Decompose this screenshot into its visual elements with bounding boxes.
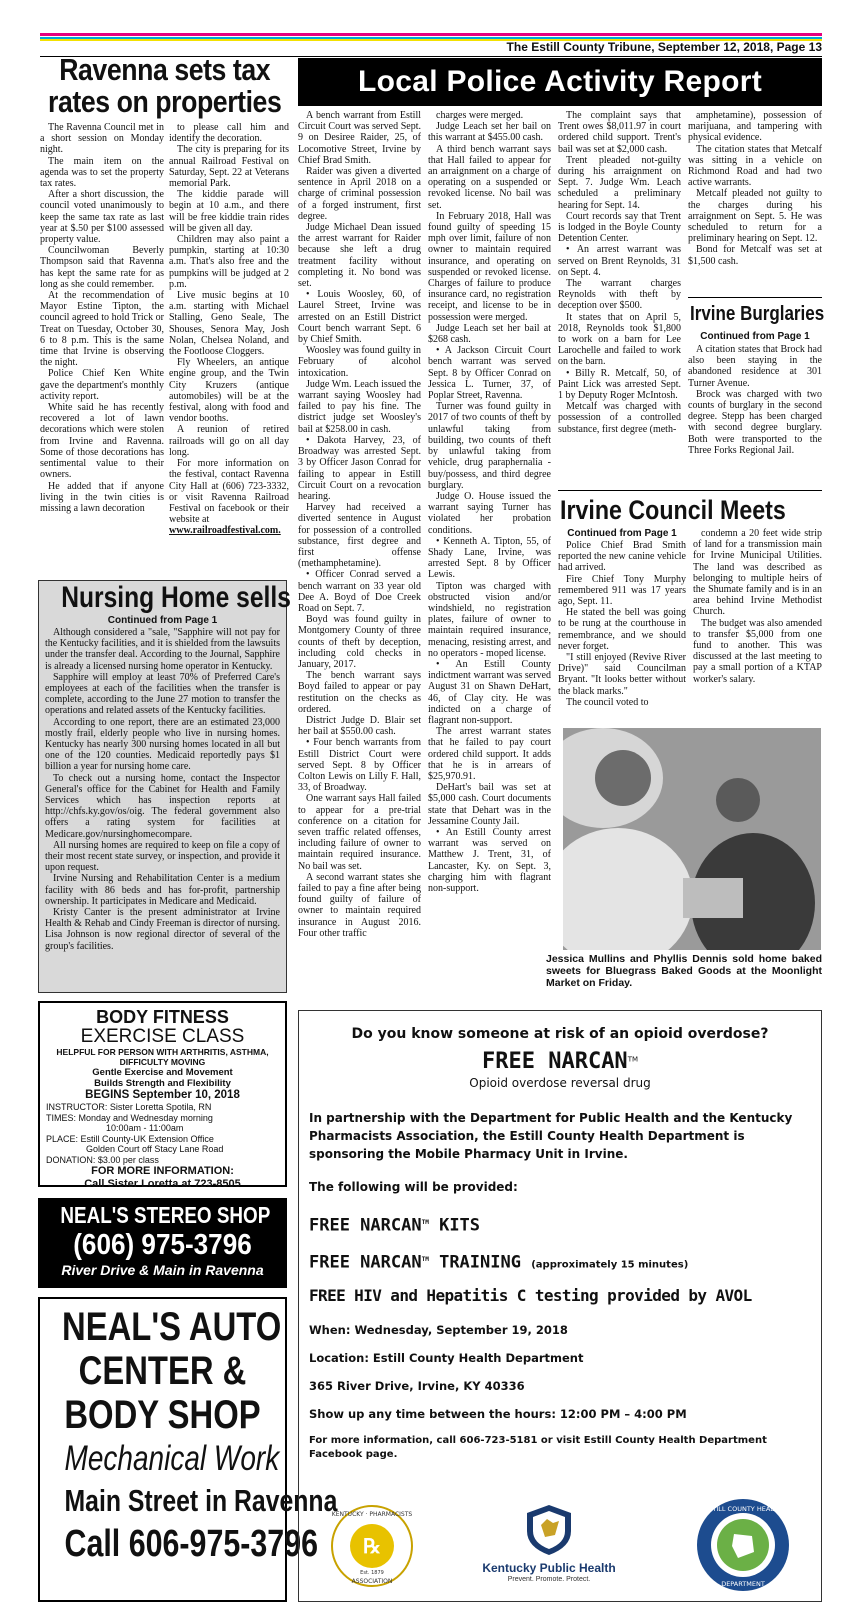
ravenna-website: www.railroadfestival.com.: [169, 525, 281, 537]
auto-line-5: Main Street in Ravenna: [64, 1483, 338, 1518]
nursing-para-1: Sapphire will employ at least 70% of Preferred Care's employees at each of the facilities when the transfer is complete, according to the June 27 motion to transfer the operations and related assets of the Kentucky facilities.: [45, 671, 280, 717]
item-training-b: TRAINING: [439, 1252, 521, 1273]
kentucky-public-health-logo: [469, 1501, 629, 1591]
police-report-banner: Local Police Activity Report: [298, 58, 822, 106]
stereo-address: River Drive & Main in Ravenna: [61, 1262, 264, 1278]
burglaries-continued: Continued from Page 1: [700, 331, 810, 342]
item-training-a: FREE NARCAN: [309, 1252, 422, 1273]
ravenna-para-2: After a short discussion, the council voted unanimously to keep the same tax rate as last year at $.50 per $100 assessed property value.: [40, 189, 164, 246]
nursing-para-2: According to one report, there are an estimated 23,000 mostly frail, elderly people who live in nursing homes. Kentucky has nearly 300 nursing homes located in all but one of the 120 counties. Medicaid reportedly pays $1 billion a year for nursing home care.: [45, 716, 280, 773]
police-col-3: [558, 110, 681, 493]
auto-line-4: Mechanical Work: [64, 1439, 280, 1478]
council-col-1: [558, 540, 686, 724]
neals-stereo-ad: [38, 1198, 287, 1288]
police-para-a-10: The bench warrant says Boyd failed to appear or pay restitution on the checks as ordered.: [298, 670, 421, 715]
police-para-b-2: A third bench warrant says that Hall failed to appear for an arraignment on a charge of operating on a suspended or revoked license. No bail was set.: [428, 143, 551, 211]
police-para-b-12: DeHart's bail was set at $5,000 cash. Court documents state that Dehart was in the Jessamine County Jail.: [428, 782, 551, 827]
police-para-c-4: The warrant charges Reynolds with theft by deception over $500.: [558, 278, 681, 312]
ravenna-para-0: The Ravenna Council met in a short session on Monday night.: [40, 122, 164, 156]
ravenna-para-6: White said he has recently recovered a lot of lawn decorations which were stolen from Irvine and Ravenna. Some of those decorations has sentimental value to their owners.: [40, 402, 164, 481]
police-para-a-4: Woosley was found guilty in February of alcohol intoxication.: [298, 345, 421, 379]
auto-line-6: Call 606-975-3796: [64, 1523, 319, 1565]
council-col-2: [693, 528, 822, 724]
council-para-a-0: Police Chief Brad Smith reported the new canine vehicle had arrived.: [558, 540, 686, 574]
auto-line-3: BODY SHOP: [64, 1393, 261, 1437]
police-para-b-3: In February 2018, Hall was found guilty of speeding 15 mph over limit, failure of non owner to maintain required insurance, and operating on suspended or revoked license. Charges of failure to produce insurance card, no registration receipt, and license to be in possession were merged.: [428, 210, 551, 323]
police-para-a-9: Boyd was found guilty in Montgomery County of three counts of theft by deception, including cold checks in January, 2017.: [298, 614, 421, 670]
ravenna-para-b-1: The city is preparing for its annual Railroad Festival on Saturday, Sept. 22 at Veterans memorial Park.: [169, 144, 289, 190]
fitness-donation: DONATION: $3.00 per class: [46, 1154, 159, 1165]
ravenna-para-5: Police Chief Ken White gave the department's monthly activity report.: [40, 368, 164, 402]
narcan-question: Do you know someone at risk of an opioid overdose?: [351, 1026, 769, 1042]
kph-tagline: Prevent. Promote. Protect.: [507, 1576, 591, 1583]
police-para-b-10: • An Estill County indictment warrant was served August 31 on Shawn DeHart, 46, of Clay city. He was indicted on a charge of flagrant non-support.: [428, 658, 551, 726]
ravenna-para-4: At the recommendation of Mayor Estine Tipton, the council agreed to hold Trick or Treat on Tuesday, October 30, 6 to 8 p.m. This is the same time that Irvine is observing the night.: [40, 290, 164, 369]
ravenna-col-2: [169, 122, 289, 572]
police-para-a-5: Judge Wm. Leach issued the warrant saying Woosley had failed to pay his fine. The district judge set Woosley's bail at $258.00 in cash.: [298, 378, 421, 435]
police-para-c-6: • Billy R. Metcalf, 50, of Paint Lick was arrested Sept. 1 by Deputy Roger McIntosh.: [558, 367, 681, 402]
item-kits-b: KITS: [439, 1215, 481, 1236]
narcan-more-info: For more information, call 606-723-5181 or visit Estill County Health Department Facebook page.: [309, 1435, 767, 1461]
police-para-c-0: The complaint says that Trent owes $8,011.97 in court ordered child support. Trent's bail was set at $2,000 cash.: [558, 110, 681, 155]
neals-auto-ad: [38, 1297, 338, 1602]
police-para-b-1: Judge Leach set her bail on this warrant at $455.00 cash.: [428, 121, 551, 144]
narcan-location: Location: Estill County Health Department: [309, 1351, 584, 1366]
police-para-c-2: Court records say that Trent is lodged in the Boyle County Detention Center.: [558, 210, 681, 245]
nursing-para-4: All nursing homes are required to keep on file a copy of their most recent state survey, or inspection, and provide it upon request.: [45, 839, 280, 874]
council-para-b-0: condemn a 20 feet wide strip of land for a transmission main for Irvine Municipal Utilities. The land was described as belonging to multiple heirs of the Shumate family and is in an area behind Irvine Methodist Church.: [693, 528, 822, 618]
item-training-c: (approximately 15 minutes): [531, 1259, 689, 1271]
police-para-a-7: Harvey had received a diverted sentence in August for possession of a controlled substance, first degree and first offense (methamphetamine).: [298, 502, 421, 570]
police-para-b-5: • A Jackson Circuit Court bench warrant was served Sept. 8 by Officer Conrad on Jessica L. Turner, 37, of Poplar Street, Ravenna.: [428, 345, 551, 402]
police-para-a-0: A bench warrant from Estill Circuit Court was served Sept. 9 on Desiree Raider, 25, of Locomotive Street, Irvine by Chief Brad Smith.: [298, 110, 421, 166]
fitness-instructor: INSTRUCTOR: Sister Loretta Spotila, RN: [46, 1102, 212, 1112]
police-para-b-11: The arrest warrant states that he failed to pay court ordered child support. It adds that he is in arrears of $25,970.91.: [428, 726, 551, 782]
svg-text:Est. 1879: Est. 1879: [360, 1570, 384, 1576]
ravenna-para-b-2: The kiddie parade will begin at 10 a.m., and there will be free kiddie train rides will be given all day.: [169, 189, 289, 234]
fitness-title: BODY FITNESS: [96, 1007, 229, 1027]
police-para-b-0: charges were merged.: [436, 110, 524, 121]
ravenna-para-b-6: A reunion of retired railroads will go on all day long.: [169, 424, 289, 458]
police-para-d-2: Metcalf pleaded not guilty to the charges during his arraignment on Sept. 5. He was scheduled to return for a preliminary hearing on Sept. 12.: [688, 188, 822, 245]
fitness-more: FOR MORE INFORMATION:: [91, 1165, 234, 1177]
stereo-phone: (606) 975-3796: [73, 1229, 252, 1261]
narcan-address: 365 River Drive, Irvine, KY 40336: [309, 1379, 525, 1394]
ravenna-para-3: Councilwoman Beverly Thompson said that Ravenna has kept the same rate for as long as she could remember.: [40, 245, 164, 290]
nursing-para-0: Although considered a "sale, "Sapphire will not pay for the Kentucky facilities, and it is shielded from the lawsuits under the transfer deal. According to the Journal, Sapphire is already a licensed nursing home operator in Kentucky.: [45, 627, 280, 672]
police-para-a-12: • Four bench warrants from Estill District Court were served Sept. 8 by Officer Colton Lewis on Lilly F. Hall, 33, of Broadway.: [298, 737, 421, 794]
council-para-a-4: The council voted to: [566, 696, 649, 708]
page-header: The Estill County Tribune, September 12, 2018, Page 13: [506, 40, 822, 54]
svg-text:℞: ℞: [363, 1534, 381, 1558]
narcan-provided: The following will be provided:: [309, 1180, 518, 1194]
police-para-d-0: amphetamine), possession of marijuana, and tampering with physical evidence.: [688, 110, 822, 144]
police-para-c-1: Trent pleaded not-guilty during his arraignment on Sept. 7. Judge Wm. Leach scheduled a preliminary hearing for Sept. 14.: [558, 154, 681, 211]
police-para-c-7: Metcalf was charged with possession of a controlled substance, first degree (meth-: [558, 401, 681, 435]
fitness-helpful: HELPFUL FOR PERSON WITH ARTHRITIS, ASTHMA, DIFFICULTY MOVING: [56, 1047, 269, 1067]
narcan-when: When: Wednesday, September 19, 2018: [309, 1323, 568, 1338]
stereo-name: NEAL'S STEREO SHOP: [60, 1202, 271, 1228]
narcan-tm: TM: [627, 1055, 639, 1064]
police-para-b-9: Tipton was charged with obstructed vision and/or windshield, no registration plates, failure of owner to maintain required insurance, menacing, resisting arrest, and no operators - moped license.: [428, 580, 551, 659]
ravenna-headline-2: rates on properties: [48, 84, 282, 119]
police-col-4: [688, 110, 822, 295]
council-para-a-2: He stated the bell was going to be rung at the courthouse in remembrance, and we should never forget.: [558, 607, 686, 652]
police-para-c-3: • An arrest warrant was served on Brent Reynolds, 31 on Sept. 4.: [558, 244, 681, 278]
police-para-b-13: • An Estill County arrest warrant was served on Matthew J. Trent, 31, of Lancaster, Ky. on Sept. 3, charging him with flagrant non-support.: [428, 827, 551, 895]
nursing-para-3: To check out a nursing home, contact the Inspector General's office for the Cabinet for Health and Family Services which has inspection reports at http://chfs.ky.gov/os/oig. The federal government also offers a rating system for facilities at Medicare.gov/nursinghomecompare.: [45, 772, 280, 840]
fitness-times: TIMES: Monday and Wednesday morning: [46, 1112, 213, 1123]
fitness-place-2: Golden Court off Stacy Lane Road: [86, 1144, 224, 1154]
burglary-para-0: A citation states that Brock had also been staying in the abandoned residence at 301 Turner Avenue.: [688, 344, 822, 389]
police-para-c-5: It states that on April 5, 2018, Reynolds took $1,800 to work on a barn for Lee Larochelle and failed to work on the barn.: [558, 311, 681, 368]
nursing-headline: Nursing Home sells: [61, 581, 291, 614]
ravenna-para-1: The main item on the agenda was to set the property tax rates.: [40, 155, 164, 190]
ravenna-para-b-0: to please call him and identify the decoration.: [169, 122, 289, 145]
ravenna-para-7: He added that if anyone living in the twin cities is missing a lawn decoration: [40, 480, 164, 514]
burglaries-headline: Irvine Burglaries: [690, 303, 825, 325]
council-headline: Irvine Council Meets: [560, 495, 786, 525]
police-col-1: [298, 110, 421, 1003]
police-para-a-14: A second warrant states she failed to pay a fine after being found guilty of failure of owner to maintain required insurance in August 2016. Four other traffic: [298, 871, 421, 939]
nursing-home-box: [38, 580, 291, 993]
item-testing: FREE HIV and Hepatitis C testing provided by AVOL: [309, 1286, 752, 1306]
ravenna-para-b-3: Children may also paint a pumpkin, starting at 10:30 a.m. That's also free and the pumpkins will be judged at 2 p.m.: [169, 234, 289, 290]
fitness-call: Call Sister Loretta at 723-8505: [84, 1178, 241, 1190]
kph-name: Kentucky Public Health: [482, 1561, 616, 1575]
narcan-subtitle: Opioid overdose reversal drug: [469, 1076, 651, 1090]
svg-text:ESTILL COUNTY HEALTH: ESTILL COUNTY HEALTH: [704, 1505, 782, 1513]
police-para-b-4: Judge Leach set her bail at $268 cash.: [428, 322, 551, 346]
auto-line-2: CENTER &: [78, 1349, 247, 1393]
police-para-b-6: Turner was found guilty in 2017 of two counts of theft by unlawful taking from building, two counts of theft by unlawful taking from vehicle, drug paraphernalia - buy/possess, and third degree burglary.: [428, 401, 551, 491]
nursing-para-6: Kristy Canter is the present administrator at Irvine Health & Rehab and Cindy Freeman is director of nursing. Lisa Johnson is now regional director of several of the group's facilities.: [45, 907, 280, 952]
ravenna-para-b-5: Fly Wheelers, an antique engine group, and the Twin City Kruzers (antique automobiles) will be at the festival, along with food and vendor booths.: [169, 357, 289, 425]
svg-text:ASSOCIATION: ASSOCIATION: [351, 1578, 393, 1585]
svg-text:KENTUCKY · PHARMACISTS: KENTUCKY · PHARMACISTS: [331, 1511, 413, 1518]
police-para-a-1: Raider was given a diverted sentence in April 2018 on a charge of criminal possession of a forged instrument, first degree.: [298, 166, 421, 222]
council-continued: Continued from Page 1: [567, 528, 677, 539]
police-para-b-7: Judge O. House issued the warrant saying Turner has violated her probation conditions.: [428, 490, 551, 536]
estill-health-dept-logo: [694, 1496, 792, 1594]
police-para-a-3: • Louis Woosley, 60, of Laurel Street, Irvine was arrested on an Estill District Court bench warrant Sept. 6 by Chief Smith.: [298, 289, 421, 346]
fitness-begins: BEGINS September 10, 2018: [85, 1089, 240, 1101]
ravenna-para-b-4: Live music begins at 10 a.m. starting with Michael Stalling, Geno Seale, The Shouses, Senora May, Josh Nolan, Chelsea Noland, and the Footloose Cloggers.: [169, 290, 289, 358]
nursing-continued: Continued from Page 1: [107, 615, 218, 626]
council-para-b-1: The budget was also amended to transfer $5,000 from one fund to another. This was discussed at the last meeting to pay a small portion of a KTAP worker's salary.: [693, 617, 822, 685]
police-para-d-3: Bond for Metcalf was set at $1,500 cash.: [688, 244, 822, 267]
police-para-b-8: • Kenneth A. Tipton, 55, of Shady Lane, Irvine, was arrested Sept. 8 by Officer Lewis.: [428, 535, 551, 581]
police-para-a-2: Judge Michael Dean issued the arrest warrant for Raider because she left a drug treatment facility without completing it. No bond was set.: [298, 222, 421, 290]
police-para-d-1: The citation states that Metcalf was sitting in a vehicle on Richmond Road and had two active warrants.: [688, 143, 822, 189]
police-para-a-8: • Officer Conrad served a bench warrant on 33 year old Dee A. Boyd of Doe Creek Road on Sept. 7.: [298, 569, 421, 614]
fitness-gentle: Gentle Exercise and Movement: [92, 1067, 233, 1078]
ravenna-headline-1: Ravenna sets tax: [59, 52, 271, 87]
burglary-rule: [688, 297, 822, 298]
narcan-intro: In partnership with the Department for Public Health and the Kentucky Pharmacists Association, the Estill County Health Department is sponsoring the Mobile Pharmacy Unit in Irvine.: [309, 1111, 793, 1161]
ravenna-col-1: [40, 122, 164, 572]
nursing-para-5: Irvine Nursing and Rehabilitation Center is a medium facility with 86 beds and has for-profit, partnership ownership. It participates in Medicare and Medicaid.: [45, 873, 280, 907]
fitness-builds: Builds Strength and Flexibility: [94, 1078, 231, 1089]
fitness-hours: 10:00am - 11:00am: [106, 1123, 184, 1133]
fitness-subtitle: EXERCISE CLASS: [80, 1026, 245, 1047]
council-photo: [563, 728, 821, 950]
auto-line-1: NEAL'S AUTO: [62, 1305, 282, 1349]
council-para-a-1: Fire Chief Tony Murphy remembered 911 was 17 years ago, Sept. 11.: [558, 573, 686, 608]
item-kits-a: FREE NARCAN: [309, 1215, 422, 1236]
burglary-para-1: Brock was charged with two counts of burglary in the second degree. Stepp has been charged with second degree burglary. Both were transported to the Three Forks Regional Jail.: [688, 388, 822, 456]
ravenna-para-b-7: For more information on the festival, contact Ravenna City Hall at (606) 723-3332, or visit Ravenna Railroad Festival on facebook or their website at: [169, 458, 289, 526]
narcan-ad: Do you know someone at risk of an opioid overdose? FREE NARCAN™ Opioid overdose reversal drug In partnership with the Department for Public Health and the Kentucky Pharmacists Association, the Estill County Health Department is sponsoring the Mobile Pharmacy Unit in Irvine. The following will be provided: FREE NARCAN™ KITS FREE NARCAN™ TRAINING (approximately 15 minutes) FREE HIV and Hepatitis C testing provided by AVOL When: Wednesday, September 19, 2018 Location: Estill County Health Department 365 River Drive, Irvine, KY 40336 Show up any time between the hours: 12:00 PM – 4:00 PM For more information, call 606-723-5181 or visit Estill County Health Department Facebook page. ℞ KENTUCKY · PHARMACISTS ASSOCIATION Est. 1879 Kentucky Public Health Prevent. Promote. Protect. ESTILL COUNTY HEALTH DEPARTMENT: [298, 1010, 822, 1602]
police-col-2: [428, 110, 551, 1003]
svg-text:DEPARTMENT: DEPARTMENT: [721, 1580, 765, 1588]
nursing-body: [39, 626, 286, 953]
fitness-place: PLACE: Estill County-UK Extension Office: [46, 1133, 214, 1144]
police-para-a-6: • Dakota Harvey, 23, of Broadway was arrested Sept. 3 by Officer Jason Conrad for failing to appear in Estill Circuit Court on a revocation hearing.: [298, 434, 421, 502]
body-fitness-ad: [38, 1001, 287, 1190]
council-rule: [558, 490, 822, 491]
police-para-a-13: One warrant says Hall failed to appear for a pre-trial conference on a citation for seven traffic related offenses, including failure of owner to maintain required insurance. No bail was set.: [298, 793, 421, 872]
police-para-a-11: District Judge D. Blair set her bail at $550.00 cash.: [298, 714, 421, 738]
narcan-hours: Show up any time between the hours: 12:00 PM – 4:00 PM: [309, 1407, 687, 1422]
burglaries-body: [688, 344, 822, 484]
photo-caption: Jessica Mullins and Phyllis Dennis sold home baked sweets for Bluegrass Baked Goods at the Moonlight Market on Friday.: [546, 953, 822, 989]
pharmacists-logo: [327, 1501, 417, 1591]
narcan-title: FREE NARCAN: [481, 1049, 628, 1074]
council-para-a-3: "I still enjoyed (Revive River Drive)" said Councilman Bryant. "It looks better without the black marks.": [558, 652, 686, 697]
